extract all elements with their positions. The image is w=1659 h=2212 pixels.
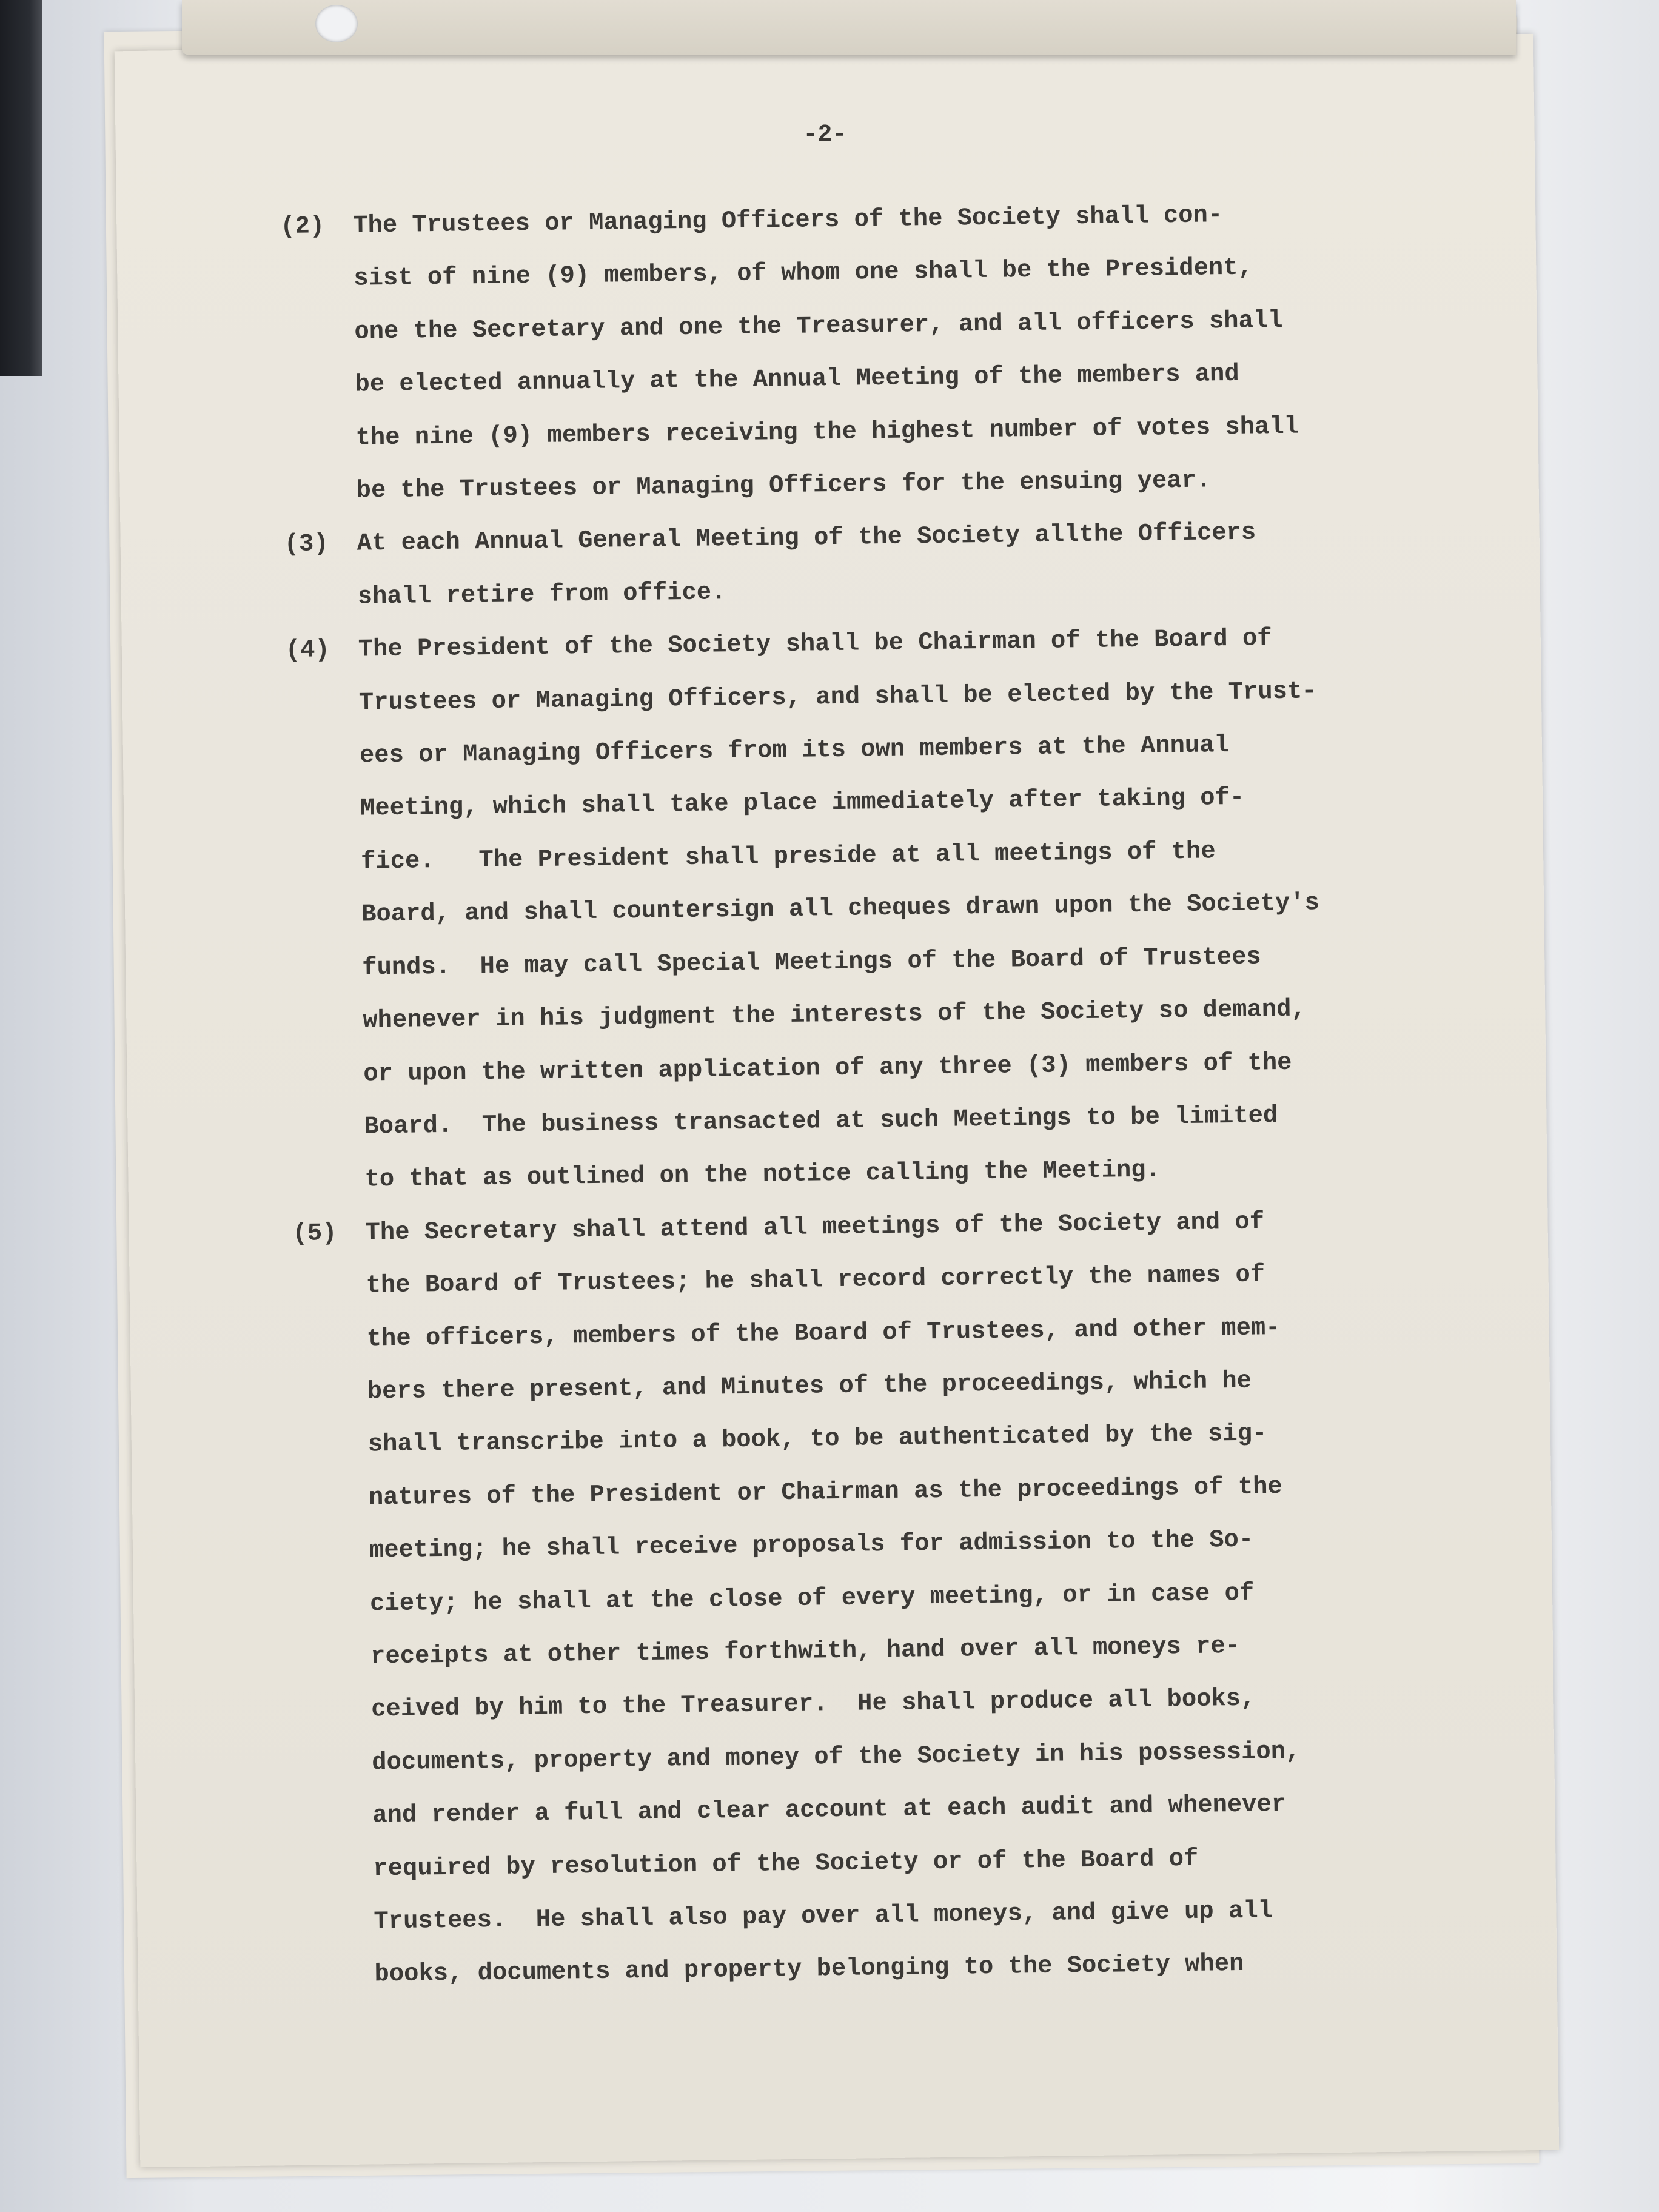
text-line: The Secretary shall attend all meetings of the Society and of [365, 1208, 1265, 1247]
text-line: sist of nine (9) members, of whom one shall be the President, [354, 253, 1253, 293]
text-line: Meeting, which shall take place immediately after taking of- [360, 784, 1245, 823]
text-line: Trustees. He shall also pay over all moneys, and give up all [374, 1897, 1273, 1936]
punch-hole [315, 5, 358, 42]
text-line: At each Annual General Meeting of the Society allthe Officers [357, 518, 1256, 558]
text-line: documents, property and money of the Society in his possession, [372, 1737, 1301, 1777]
folded-top-page [182, 0, 1516, 55]
text-line: to that as outlined on the notice calling the Meeting. [364, 1156, 1161, 1194]
text-line: books, documents and property belonging to the Society when [374, 1950, 1244, 1989]
text-line: Trustees or Managing Officers, and shall be elected by the Trust- [358, 677, 1317, 717]
binder-cover [0, 0, 42, 376]
text-line: required by resolution of the Society or of the Board of [373, 1845, 1199, 1883]
text-line: the nine (9) members receiving the highest number of votes shall [355, 412, 1299, 452]
text-line: or upon the written application of any three (3) members of the [363, 1048, 1292, 1088]
text-line: ees or Managing Officers from its own members at the Annual [359, 731, 1230, 770]
page-number: -2- [803, 121, 847, 149]
text-line: whenever in his judgment the interests of the Society so demand, [363, 995, 1306, 1035]
text-line: natures of the President or Chairman as the proceedings of the [368, 1472, 1282, 1512]
text-line: funds. He may call Special Meetings of the Board of Trustees [361, 943, 1261, 982]
text-line: receipts at other times forthwith, hand over all moneys re- [370, 1632, 1241, 1671]
text-line: shall transcribe into a book, to be authenticated by the sig- [367, 1419, 1267, 1459]
text-line: The Trustees or Managing Officers of the Society shall con- [353, 201, 1223, 240]
page-body [280, 187, 1375, 2002]
text-line: fice. The President shall preside at all meetings of the [360, 837, 1216, 876]
text-line: shall retire from office. [357, 578, 726, 611]
text-line: be elected annually at the Annual Meeting of the members and [355, 360, 1239, 399]
typed-page [115, 34, 1559, 2167]
paragraph-number: (5) [292, 1219, 337, 1248]
text-line: ceived by him to the Treasurer. He shall produce all books, [370, 1685, 1256, 1724]
text-line: ciety; he shall at the close of every meeting, or in case of [369, 1579, 1255, 1618]
paragraph-5 [292, 1195, 1375, 2002]
paragraph-number: (4) [285, 636, 330, 665]
text-line: The President of the Society shall be Chairman of the Board of [358, 625, 1272, 664]
text-line: the officers, members of the Board of Trustees, and other mem- [366, 1313, 1281, 1353]
text-line: the Board of Trustees; he shall record correctly the names of [366, 1261, 1265, 1300]
paragraph-4 [285, 612, 1366, 1207]
text-line: Board, and shall countersign all cheques drawn upon the Society's [361, 889, 1320, 929]
paragraph-3 [284, 506, 1358, 624]
text-line: Board. The business transacted at such Meetings to be limited [364, 1102, 1278, 1141]
paragraph-number: (2) [280, 212, 325, 241]
paragraph-number: (3) [284, 530, 329, 559]
text-line: and render a full and clear account at each audit and whenever [372, 1791, 1287, 1830]
paragraph-2 [280, 187, 1357, 518]
text-line: one the Secretary and one the Treasurer, and all officers shall [354, 306, 1283, 346]
text-line: be the Trustees or Managing Officers for the ensuing year. [356, 466, 1212, 505]
text-line: meeting; he shall receive proposals for admission to the So- [369, 1526, 1254, 1565]
text-line: bers there present, and Minutes of the proceedings, which he [367, 1367, 1252, 1406]
